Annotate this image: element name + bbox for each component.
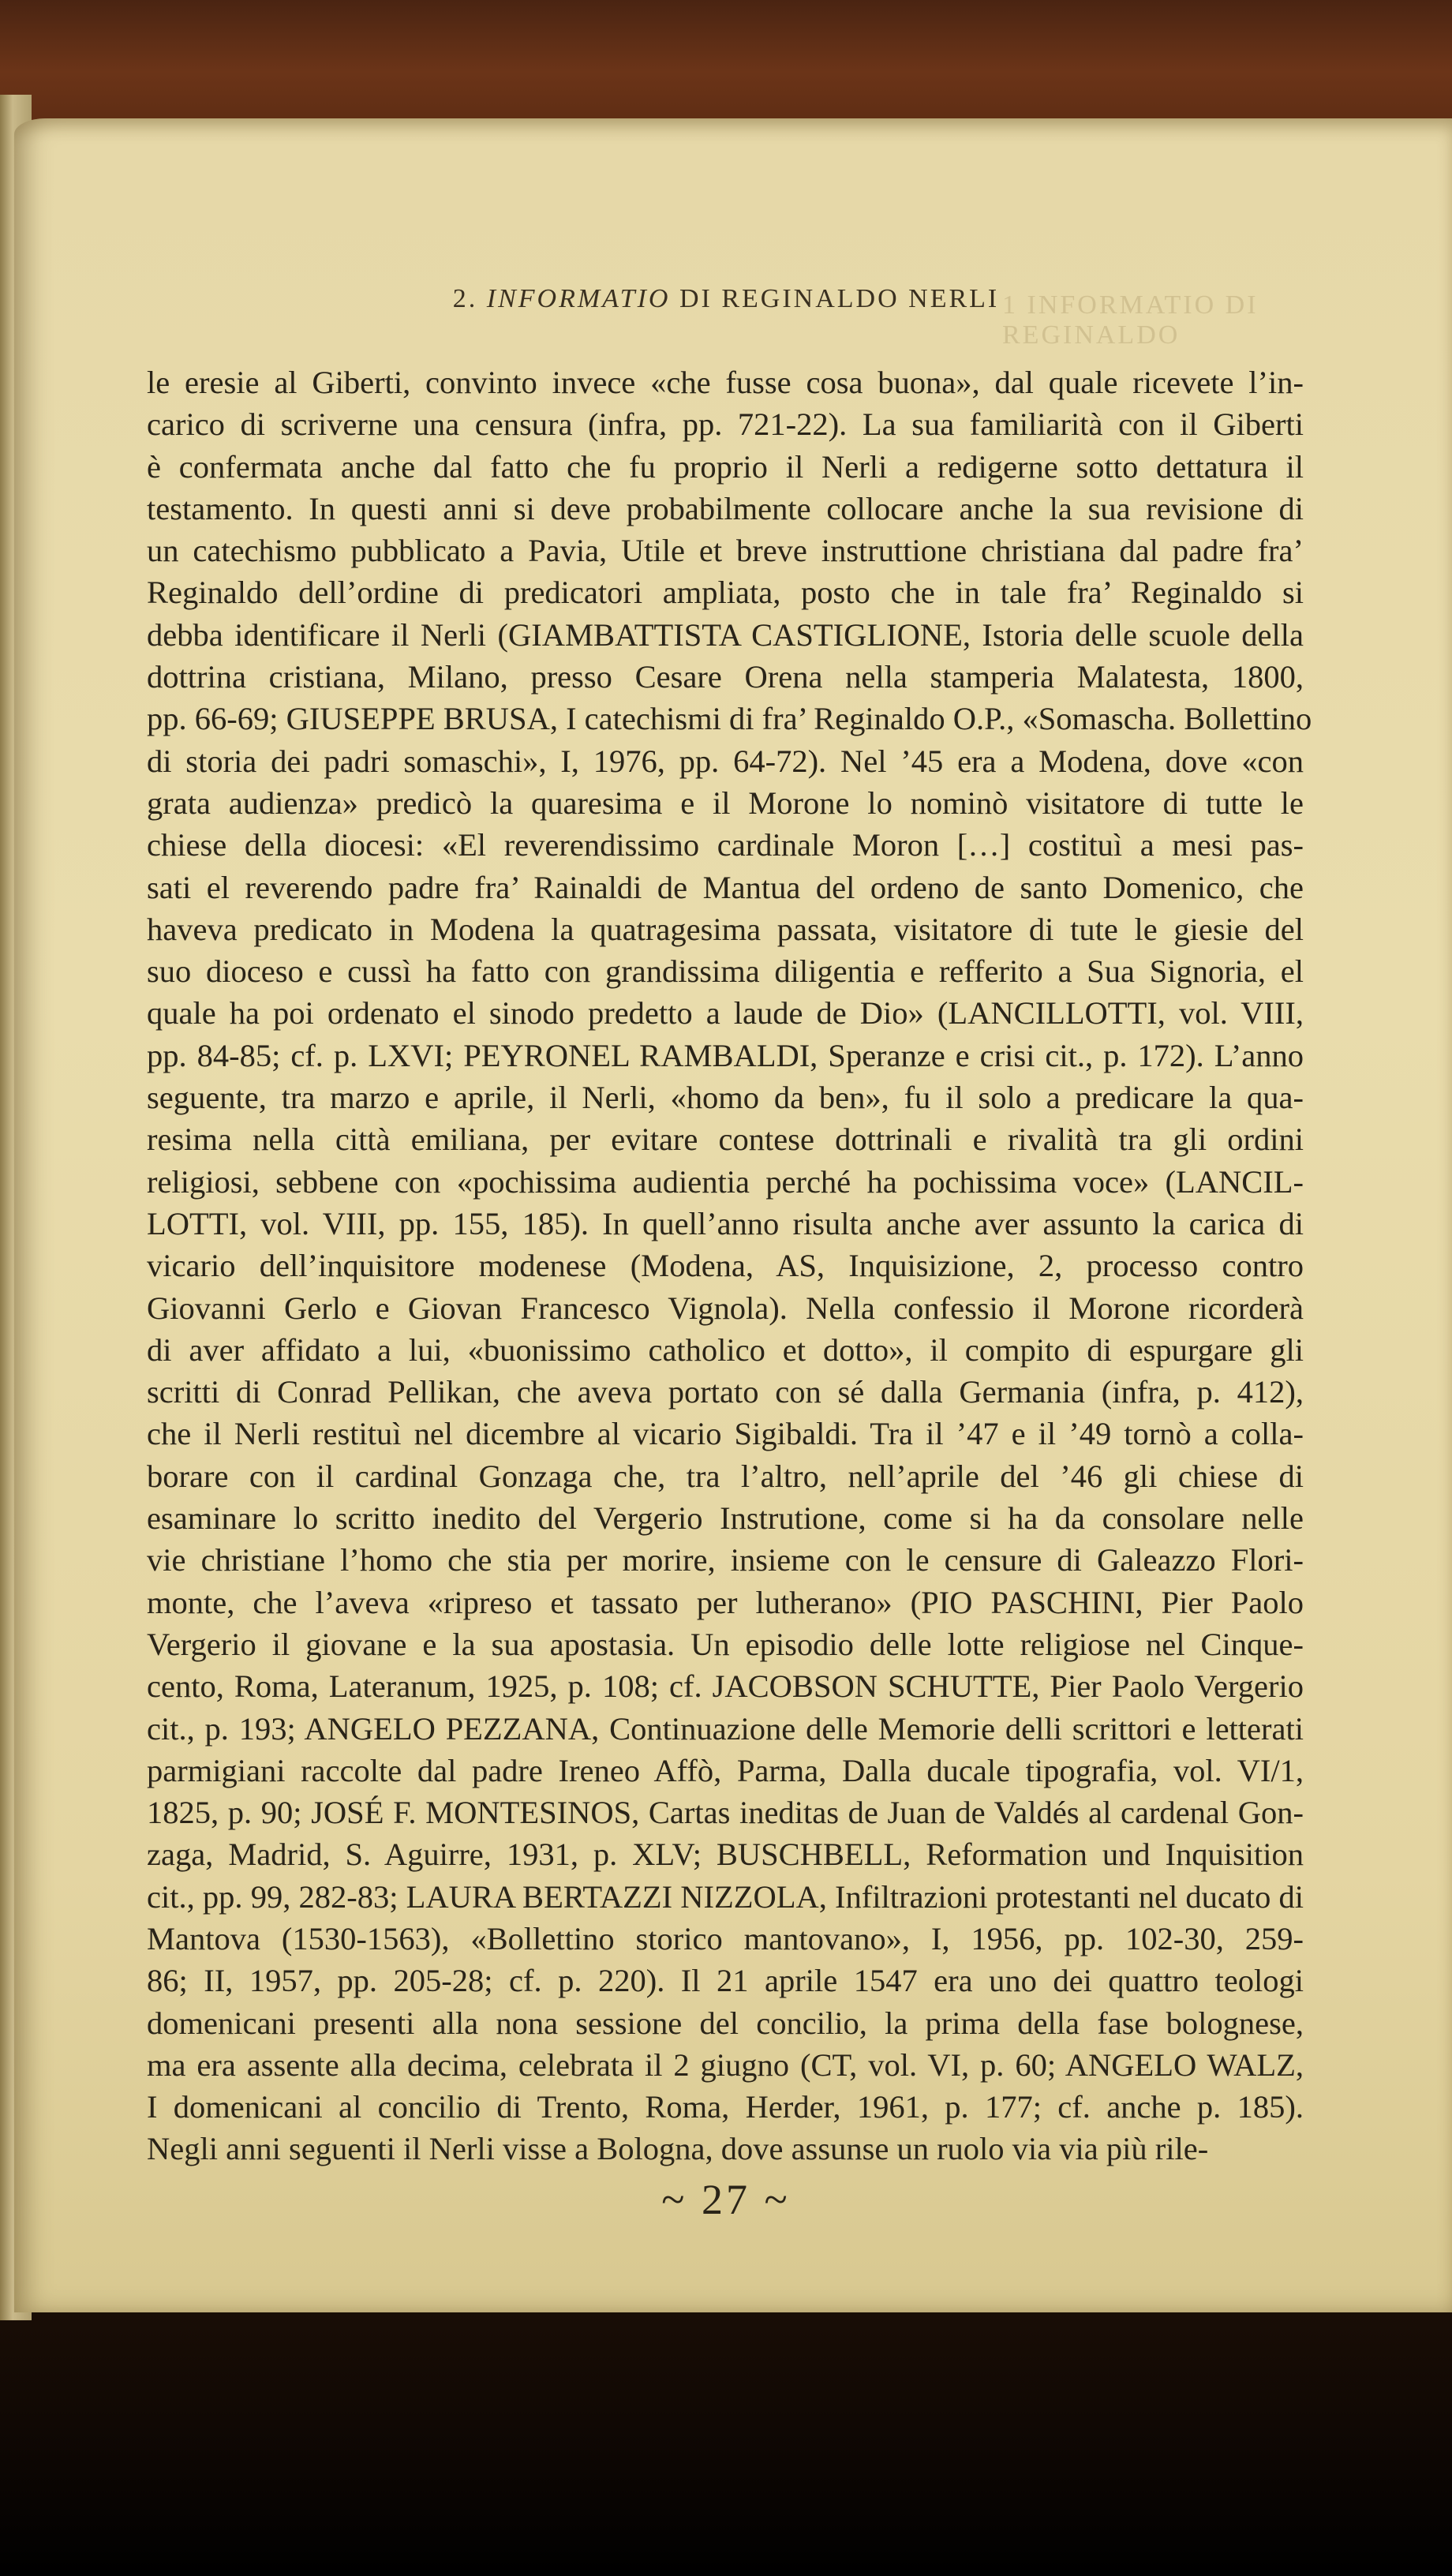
text-line: pp. 84-85; cf. p. LXVI; PEYRONEL RAMBALDI, Speranze e crisi cit., p. 172). L’anno bbox=[147, 1037, 1304, 1073]
text-line: debba identificare il Nerli (GIAMBATTISTA CASTIGLIONE, Istoria delle scuole della bbox=[147, 616, 1304, 653]
text-line: I domenicani al concilio di Trento, Roma, Herder, 1961, p. 177; cf. anche p. 185). bbox=[147, 2089, 1304, 2125]
text-line: LOTTI, vol. VIII, pp. 155, 185). In quell’anno risulta anche aver assunto la carica di bbox=[147, 1205, 1304, 1241]
text-line: resima nella città emiliana, per evitare contese dottrinali e rivalità tra gli ordini bbox=[147, 1121, 1304, 1158]
body-text bbox=[147, 361, 1312, 2170]
chapter-title-italic: INFORMATIO bbox=[486, 284, 671, 313]
text-line: 1825, p. 90; JOSÉ F. MONTESINOS, Cartas ineditas de Juan de Valdés al cardenal Gon- bbox=[147, 1795, 1304, 1831]
text-line: seguente, tra marzo e aprile, il Nerli, «homo da ben», fu il solo a predicare la qua- bbox=[147, 1080, 1304, 1116]
dark-table-bottom bbox=[0, 2305, 1452, 2576]
text-line: zaga, Madrid, S. Aguirre, 1931, p. XLV; BUSCHBELL, Reformation und Inquisition bbox=[147, 1837, 1304, 1873]
page-number: ~ 27 ~ bbox=[661, 2176, 791, 2223]
text-line: Vergerio il giovane e la sua apostasia. Un episodio delle lotte religiose nel Cinque- bbox=[147, 1626, 1304, 1662]
text-line: ma era assente alla decima, celebrata il 2 giugno (CT, vol. VI, p. 60; ANGELO WALZ, bbox=[147, 2046, 1304, 2083]
text-line: sati el reverendo padre fra’ Rainaldi de Mantua del ordeno de santo Domenico, che bbox=[147, 869, 1304, 905]
text-line: monte, che l’aveva «ripreso et tassato per lutherano» (PIO PASCHINI, Pier Paolo bbox=[147, 1584, 1304, 1620]
text-line: un catechismo pubblicato a Pavia, Utile et breve instruttione christiana dal padre fra’ bbox=[147, 533, 1304, 569]
text-line: di aver affidato a lui, «buonissimo catholico et dotto», il compito di espurgare gli bbox=[147, 1331, 1304, 1368]
text-line: cento, Roma, Lateranum, 1925, p. 108; cf. JACOBSON SCHUTTE, Pier Paolo Vergerio bbox=[147, 1668, 1304, 1705]
text-line: scritti di Conrad Pellikan, che aveva portato con sé dalla Germania (infra, p. 412), bbox=[147, 1374, 1304, 1410]
text-line: parmigiani raccolte dal padre Ireneo Affò, Parma, Dalla ducale tipografia, vol. VI/1, bbox=[147, 1752, 1304, 1788]
text-line: Mantova (1530-1563), «Bollettino storico mantovano», I, 1956, pp. 102-30, 259- bbox=[147, 1920, 1304, 1956]
text-line: vie christiane l’homo che stia per morire, insieme con le censure di Galeazzo Flori- bbox=[147, 1542, 1304, 1578]
text-line: pp. 66-69; GIUSEPPE BRUSA, I catechismi di fra’ Reginaldo O.P., «Somascha. Bollettino bbox=[147, 701, 1312, 737]
text-line: borare con il cardinal Gonzaga che, tra l’altro, nell’aprile del ’46 gli chiese di bbox=[147, 1458, 1304, 1494]
text-line: suo dioceso e cussì ha fatto con grandissima diligentia e refferito a Sua Signoria, el bbox=[147, 953, 1304, 990]
text-line: cit., p. 193; ANGELO PEZZANA, Continuazione delle Memorie delli scrittori e letterati bbox=[147, 1710, 1304, 1747]
facing-page-header: 1 INFORMATIO DI REGINALDO bbox=[1002, 290, 1259, 350]
text-line: Negli anni seguenti il Nerli visse a Bologna, dove assunse un ruolo via via più rile- bbox=[147, 2131, 1209, 2167]
text-line: chiese della diocesi: «El reverendissimo cardinale Moron […] costituì a mesi pas- bbox=[147, 827, 1304, 863]
text-line: Giovanni Gerlo e Giovan Francesco Vignola). Nella confessio il Morone ricorderà bbox=[147, 1290, 1304, 1326]
text-line: quale ha poi ordenato el sinodo predetto a laude de Dio» (LANCILLOTTI, vol. VIII, bbox=[147, 995, 1304, 1032]
text-line: di storia dei padri somaschi», I, 1976, pp. 64-72). Nel ’45 era a Modena, dove «con bbox=[147, 743, 1304, 779]
text-line: grata audienza» predicò la quaresima e il Morone lo nominò visitatore di tutte le bbox=[147, 784, 1304, 821]
text-line: domenicani presenti alla nona sessione del concilio, la prima della fase bolognese, bbox=[147, 2005, 1304, 2041]
text-line: esaminare lo scritto inedito del Vergerio Instrutione, come si ha da consolare nelle bbox=[147, 1500, 1304, 1537]
running-head bbox=[0, 284, 1452, 314]
text-line: dottrina cristiana, Milano, presso Cesare Orena nella stamperia Malatesta, 1800, bbox=[147, 659, 1304, 695]
text-line: Reginaldo dell’ordine di predicatori ampliata, posto che in tale fra’ Reginaldo si bbox=[147, 575, 1304, 611]
text-line: testamento. In questi anni si deve probabilmente collocare anche la sua revisione di bbox=[147, 490, 1304, 526]
chapter-title-rest: DI REGINALDO NERLI bbox=[679, 284, 1000, 313]
text-line: vicario dell’inquisitore modenese (Modena, AS, Inquisizione, 2, processo contro bbox=[147, 1248, 1304, 1284]
text-line: 86; II, 1957, pp. 205-28; cf. p. 220). Il 21 aprile 1547 era uno dei quattro teologi bbox=[147, 1963, 1304, 1999]
text-line: haveva predicato in Modena la quatragesima passata, visitatore di tute le giesie del bbox=[147, 911, 1304, 947]
text-line: carico di scriverne una censura (infra, pp. 721-22). La sua familiarità con il Giberti bbox=[147, 406, 1304, 443]
text-line: che il Nerli restituì nel dicembre al vicario Sigibaldi. Tra il ’47 e il ’49 tornò a colla- bbox=[147, 1416, 1304, 1452]
text-line: cit., pp. 99, 282-83; LAURA BERTAZZI NIZZOLA, Infiltrazioni protestanti nel ducato di bbox=[147, 1878, 1304, 1915]
text-line: è confermata anche dal fatto che fu proprio il Nerli a redigerne sotto dettatura il bbox=[147, 448, 1304, 485]
text-line: le eresie al Giberti, convinto invece «che fusse cosa buona», dal quale ricevete l’in- bbox=[147, 365, 1304, 400]
chapter-number: 2. bbox=[452, 284, 478, 313]
text-line: religiosi, sebbene con «pochissima audientia perché ha pochissima voce» (LANCIL- bbox=[147, 1163, 1304, 1200]
